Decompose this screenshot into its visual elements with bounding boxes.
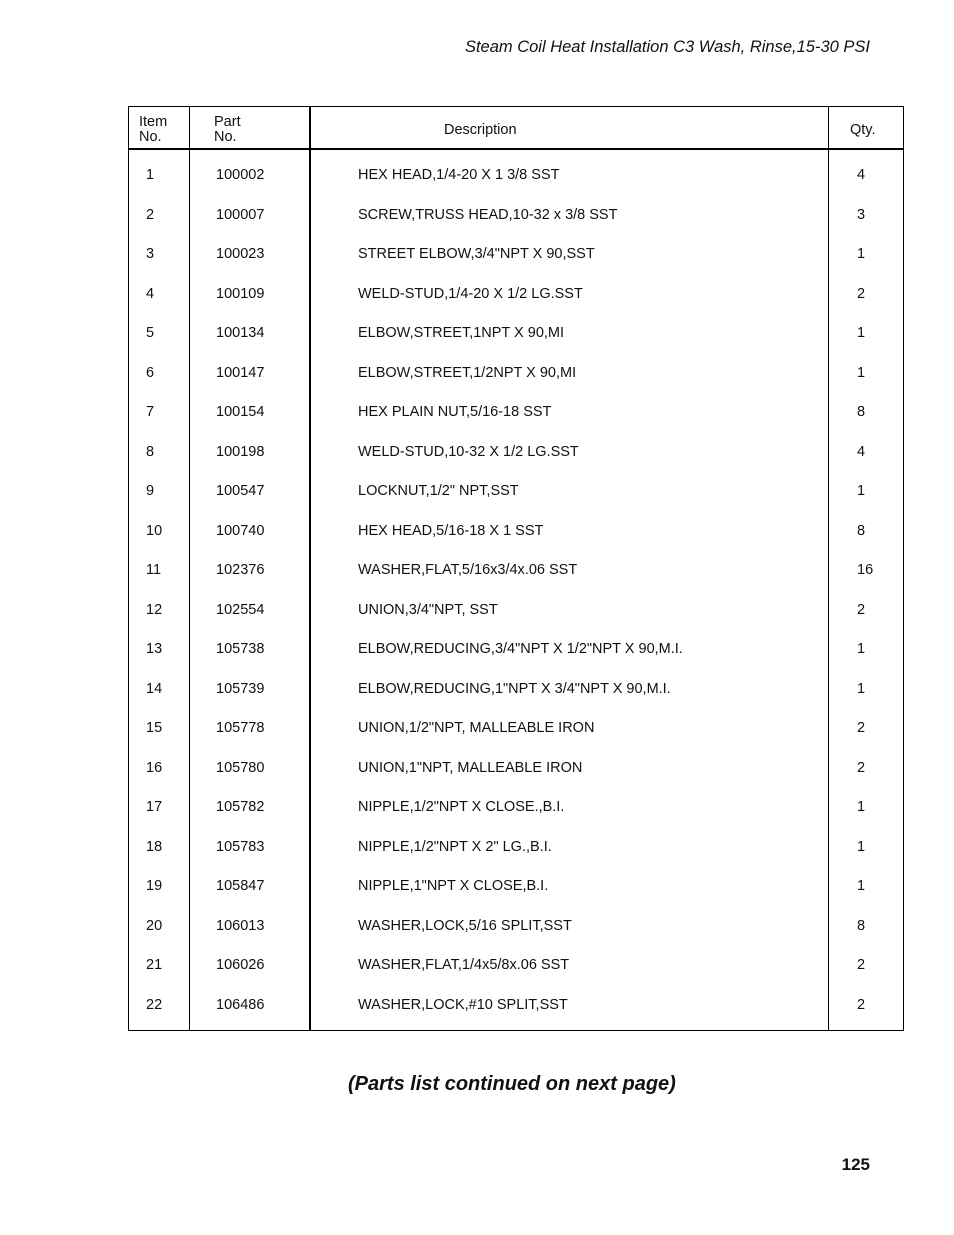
cell-item-no: 3 — [146, 246, 155, 262]
cell-description: NIPPLE,1/2"NPT X 2" LG.,B.I. — [358, 838, 552, 855]
cell-qty: 2 — [857, 720, 866, 736]
cell-qty: 1 — [857, 483, 866, 499]
table-row — [129, 481, 903, 501]
cell-part-no: 100023 — [216, 246, 265, 262]
cell-item-no: 18 — [146, 838, 163, 855]
cell-qty: 2 — [857, 601, 866, 618]
cell-description: WELD-STUD,1/4-20 X 1/2 LG.SST — [358, 285, 583, 302]
cell-description: HEX HEAD,1/4-20 X 1 3/8 SST — [358, 167, 560, 183]
cell-description: NIPPLE,1"NPT X CLOSE,B.I. — [358, 878, 549, 894]
cell-part-no: 105738 — [216, 641, 265, 657]
cell-part-no: 100134 — [216, 325, 265, 341]
continued-note: (Parts list continued on next page) — [348, 1073, 676, 1095]
cell-description: WASHER,FLAT,1/4x5/8x.06 SST — [358, 957, 570, 973]
cell-part-no: 100740 — [216, 522, 265, 539]
cell-description: ELBOW,REDUCING,3/4"NPT X 1/2"NPT X 90,M.I. — [358, 641, 683, 657]
cell-item-no: 8 — [146, 443, 155, 460]
cell-description: HEX PLAIN NUT,5/16-18 SST — [358, 404, 552, 420]
table-row — [129, 363, 903, 383]
table-row — [129, 442, 903, 462]
cell-item-no: 11 — [146, 562, 162, 578]
table-row — [129, 797, 903, 817]
table-row — [129, 165, 903, 185]
cell-item-no: 22 — [146, 996, 163, 1013]
table-row — [129, 244, 903, 264]
cell-item-no: 13 — [146, 641, 163, 657]
cell-qty: 2 — [857, 285, 866, 302]
cell-item-no: 14 — [146, 680, 163, 697]
cell-item-no: 19 — [146, 878, 163, 894]
cell-description: NIPPLE,1/2"NPT X CLOSE.,B.I. — [358, 799, 565, 815]
page-number: 125 — [841, 1155, 870, 1174]
table-row — [129, 323, 903, 343]
cell-part-no: 100154 — [216, 404, 265, 420]
cell-part-no: 105782 — [216, 799, 265, 815]
cell-item-no: 7 — [146, 404, 155, 420]
cell-item-no: 15 — [146, 720, 163, 736]
cell-item-no: 1 — [146, 167, 155, 183]
column-header-item-line2: No. — [139, 129, 162, 145]
cell-qty: 1 — [857, 838, 866, 855]
cell-qty: 1 — [857, 878, 866, 894]
cell-description: WASHER,LOCK,#10 SPLIT,SST — [358, 996, 568, 1013]
cell-part-no: 105778 — [216, 720, 265, 736]
table-row — [129, 876, 903, 896]
cell-qty: 2 — [857, 759, 866, 776]
cell-item-no: 20 — [146, 917, 163, 934]
cell-part-no: 105783 — [216, 838, 265, 855]
table-row — [129, 718, 903, 738]
column-header-description: Description — [444, 122, 517, 138]
cell-qty: 16 — [857, 562, 874, 578]
cell-qty: 1 — [857, 364, 866, 381]
cell-part-no: 105739 — [216, 680, 265, 697]
cell-item-no: 6 — [146, 364, 155, 381]
cell-part-no: 105780 — [216, 759, 265, 776]
cell-item-no: 2 — [146, 206, 155, 223]
cell-qty: 2 — [857, 996, 866, 1013]
cell-item-no: 12 — [146, 601, 163, 618]
cell-qty: 1 — [857, 641, 866, 657]
cell-qty: 2 — [857, 957, 866, 973]
cell-part-no: 100002 — [216, 167, 265, 183]
cell-part-no: 105847 — [216, 878, 265, 894]
column-header-qty: Qty. — [850, 122, 876, 138]
cell-qty: 1 — [857, 325, 866, 341]
column-header-part-line2: No. — [214, 129, 237, 145]
table-row — [129, 639, 903, 659]
table-row — [129, 916, 903, 936]
cell-description: ELBOW,STREET,1NPT X 90,MI — [358, 325, 565, 341]
cell-description: ELBOW,REDUCING,1"NPT X 3/4"NPT X 90,M.I. — [358, 680, 671, 697]
table-row — [129, 758, 903, 778]
cell-qty: 8 — [857, 917, 866, 934]
cell-description: WASHER,FLAT,5/16x3/4x.06 SST — [358, 562, 578, 578]
table-row — [129, 995, 903, 1015]
table-row — [129, 402, 903, 422]
cell-item-no: 4 — [146, 285, 155, 302]
header-divider — [129, 148, 903, 150]
cell-part-no: 100147 — [216, 364, 265, 381]
cell-part-no: 102554 — [216, 601, 265, 618]
column-header-part — [214, 115, 241, 145]
cell-qty: 4 — [857, 167, 866, 183]
cell-part-no: 100198 — [216, 443, 265, 460]
cell-qty: 4 — [857, 443, 866, 460]
cell-description: HEX HEAD,5/16-18 X 1 SST — [358, 522, 544, 539]
cell-description: SCREW,TRUSS HEAD,10-32 x 3/8 SST — [358, 206, 618, 223]
cell-qty: 1 — [857, 799, 866, 815]
cell-description: STREET ELBOW,3/4"NPT X 90,SST — [358, 246, 595, 262]
cell-item-no: 21 — [146, 957, 163, 973]
parts-table — [128, 106, 904, 1031]
table-row — [129, 560, 903, 580]
cell-part-no: 100547 — [216, 483, 265, 499]
table-row — [129, 955, 903, 975]
cell-description: WASHER,LOCK,5/16 SPLIT,SST — [358, 917, 572, 934]
table-row — [129, 521, 903, 541]
cell-part-no: 100109 — [216, 285, 265, 302]
cell-item-no: 16 — [146, 759, 163, 776]
cell-part-no: 102376 — [216, 562, 265, 578]
table-row — [129, 837, 903, 857]
cell-description: ELBOW,STREET,1/2NPT X 90,MI — [358, 364, 577, 381]
cell-description: WELD-STUD,10-32 X 1/2 LG.SST — [358, 443, 579, 460]
cell-item-no: 17 — [146, 799, 163, 815]
page-header-title: Steam Coil Heat Installation C3 Wash, Rinse,15-30 PSI — [464, 38, 870, 56]
cell-part-no: 100007 — [216, 206, 265, 223]
cell-description: UNION,3/4"NPT, SST — [358, 601, 498, 618]
cell-description: LOCKNUT,1/2" NPT,SST — [358, 483, 519, 499]
cell-description: UNION,1/2"NPT, MALLEABLE IRON — [358, 720, 595, 736]
table-row — [129, 284, 903, 304]
cell-qty: 1 — [857, 680, 866, 697]
cell-part-no: 106486 — [216, 996, 265, 1013]
table-row — [129, 600, 903, 620]
column-header-item-line1: Item — [139, 114, 168, 130]
column-header-part-line1: Part — [214, 114, 241, 130]
table-row — [129, 679, 903, 699]
cell-qty: 3 — [857, 206, 866, 223]
table-row — [129, 205, 903, 225]
cell-item-no: 5 — [146, 325, 155, 341]
cell-description: UNION,1"NPT, MALLEABLE IRON — [358, 759, 583, 776]
cell-qty: 1 — [857, 246, 866, 262]
cell-item-no: 9 — [146, 483, 155, 499]
cell-part-no: 106013 — [216, 917, 265, 934]
column-header-item — [139, 115, 167, 145]
cell-qty: 8 — [857, 522, 866, 539]
cell-qty: 8 — [857, 404, 866, 420]
cell-item-no: 10 — [146, 522, 163, 539]
cell-part-no: 106026 — [216, 957, 265, 973]
